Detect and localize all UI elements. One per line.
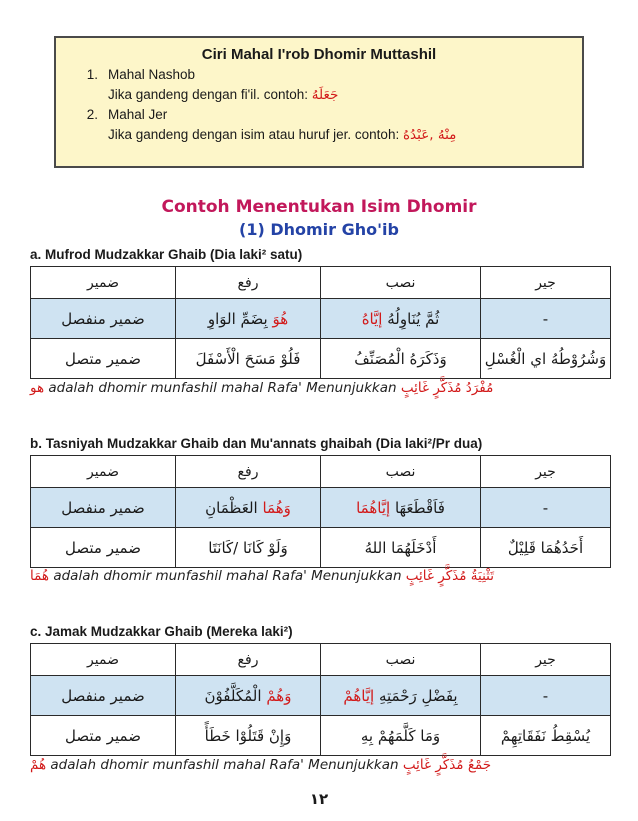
- cell-rofa-highlight: هُوَ: [272, 309, 289, 328]
- row-label-muttashil: ضمير متصل: [31, 716, 176, 756]
- header-jer: جير: [481, 644, 611, 676]
- info-item-desc: [70, 125, 568, 145]
- note-text: adalah dhomir munfashil mahal Rafa' Menunjukkan: [53, 568, 402, 584]
- cell-rofa: وَإِنْ قَتَلُوْا خَطَأً: [176, 716, 321, 756]
- note-pronoun: هو: [30, 380, 45, 396]
- cell-nashob-highlight: إيَّاهُ: [361, 309, 383, 328]
- cell-nashob: أَدْخَلَهُمَا اللهُ: [321, 528, 481, 568]
- header-rofa: رفع: [176, 456, 321, 488]
- cell-nashob: [321, 676, 481, 716]
- cell-rofa: [176, 676, 321, 716]
- cell-rofa: وَلَوْ كَانَا /كَانَتَا: [176, 528, 321, 568]
- table-header-row: [31, 456, 611, 488]
- note-pronoun: هُمَا: [30, 568, 50, 584]
- info-item-desc: [70, 85, 568, 105]
- section-c-title: c. Jamak Mudzakkar Ghaib (Mereka laki²): [30, 624, 293, 639]
- cell-nashob-highlight: إيَّاهُمْ: [343, 686, 375, 705]
- cell-rofa-text: العَظْمَانِ: [205, 498, 263, 517]
- info-item-2: [70, 105, 568, 125]
- header-nashob: نصب: [321, 267, 481, 299]
- cell-nashob: وَمَا كَلَّمَهُمْ بِهِ: [321, 716, 481, 756]
- info-item-desc-text: Jika gandeng dengan isim atau huruf jer. contoh:: [108, 127, 400, 142]
- info-item-desc-text: Jika gandeng dengan fi'il. contoh:: [108, 87, 308, 102]
- info-box-title: Ciri Mahal I'rob Dhomir Muttashil: [201, 46, 437, 63]
- table-row: [31, 299, 611, 339]
- cell-nashob: [321, 488, 481, 528]
- table-row: [31, 528, 611, 568]
- cell-nashob-text: ثُمَّ يُنَاوِلُهُ: [382, 309, 440, 328]
- header-rofa: رفع: [176, 267, 321, 299]
- cell-rofa: فَلُوْ مَسَحَ الْأَسْفَلَ: [176, 339, 321, 379]
- cell-nashob: [321, 299, 481, 339]
- cell-jer: -: [481, 488, 611, 528]
- header-dhomir: ضمير: [31, 267, 176, 299]
- row-label-muttashil: ضمير متصل: [31, 528, 176, 568]
- page-number: ١٢: [309, 790, 329, 808]
- header-jer: جير: [481, 456, 611, 488]
- cell-jer: -: [481, 676, 611, 716]
- note-arabic: جَمْعُ مُذَكَّرٍ غَائِبٍ: [402, 757, 492, 773]
- row-label-munfashil: ضمير منفصل: [31, 488, 176, 528]
- note-pronoun: هُمْ: [30, 757, 47, 773]
- info-item-example: جَعَلَهُ: [311, 87, 339, 103]
- note-arabic: مُفْرَدُ مُذَكَّرٍ غَائِبٍ: [400, 380, 494, 396]
- cell-rofa: [176, 299, 321, 339]
- cell-jer: وَشُرُوْطُهُ اي الْغُسْلِ: [481, 339, 611, 379]
- sub-heading: (1) Dhomir Gho'ib: [239, 220, 399, 239]
- cell-rofa-text: بِضَمِّ الوَاوِ: [207, 309, 273, 328]
- table-row: [31, 676, 611, 716]
- header-nashob: نصب: [321, 644, 481, 676]
- cell-rofa: [176, 488, 321, 528]
- info-item-1: [70, 65, 568, 85]
- cell-nashob-highlight: إيَّاهُمَا: [356, 498, 391, 517]
- cell-nashob-text: بِفَضْلِ رَحْمَتِهِ: [374, 686, 458, 705]
- row-label-muttashil: ضمير متصل: [31, 339, 176, 379]
- header-nashob: نصب: [321, 456, 481, 488]
- section-a-title: a. Mufrod Mudzakkar Ghaib (Dia laki² satu): [30, 247, 303, 262]
- cell-rofa-highlight: وَهُمَا: [262, 498, 291, 517]
- table-header-row: [31, 644, 611, 676]
- note-section-a: [30, 380, 610, 396]
- table-row: [31, 339, 611, 379]
- header-jer: جير: [481, 267, 611, 299]
- info-box: [54, 36, 584, 168]
- note-section-b: [30, 568, 610, 584]
- note-text: adalah dhomir munfashil mahal Rafa' Menunjukkan: [50, 757, 399, 773]
- table-header-row: [31, 267, 611, 299]
- cell-jer: أَحَدُهُمَا قَلِيْلٌ: [481, 528, 611, 568]
- note-text: adalah dhomir munfashil mahal Rafa' Menunjukkan: [48, 380, 397, 396]
- table-row: [31, 488, 611, 528]
- cell-nashob-text: فَاَقْطَعَهَا: [390, 498, 445, 517]
- cell-jer: يُسْقِطُ نَفَقَاتِهِمْ: [481, 716, 611, 756]
- cell-rofa-highlight: وَهُمْ: [266, 686, 292, 705]
- info-item-number: 2.: [86, 107, 98, 122]
- header-dhomir: ضمير: [31, 456, 176, 488]
- table-section-c: [30, 643, 611, 756]
- info-item-number: 1.: [86, 67, 98, 82]
- info-item-example: مِنْهُ ,عَبْدُهُ: [402, 127, 457, 143]
- header-dhomir: ضمير: [31, 644, 176, 676]
- note-section-c: [30, 757, 610, 773]
- cell-rofa-text: الْمُكَلَّفُوْنَ: [204, 686, 267, 705]
- note-arabic: تَثْنِيَةُ مُذَكَّرٍ غَائِبٍ: [405, 568, 494, 584]
- table-row: [31, 716, 611, 756]
- row-label-munfashil: ضمير منفصل: [31, 676, 176, 716]
- section-heading: Contoh Menentukan Isim Dhomir: [161, 197, 477, 217]
- info-item-label: Mahal Nashob: [108, 67, 196, 82]
- info-item-label: Mahal Jer: [108, 107, 168, 122]
- header-rofa: رفع: [176, 644, 321, 676]
- cell-jer: -: [481, 299, 611, 339]
- section-b-title: b. Tasniyah Mudzakkar Ghaib dan Mu'annats ghaibah (Dia laki²/Pr dua): [30, 436, 483, 451]
- cell-nashob: وَذَكَرَهُ الْمُصَنِّفُ: [321, 339, 481, 379]
- row-label-munfashil: ضمير منفصل: [31, 299, 176, 339]
- table-section-a: [30, 266, 611, 379]
- table-section-b: [30, 455, 611, 568]
